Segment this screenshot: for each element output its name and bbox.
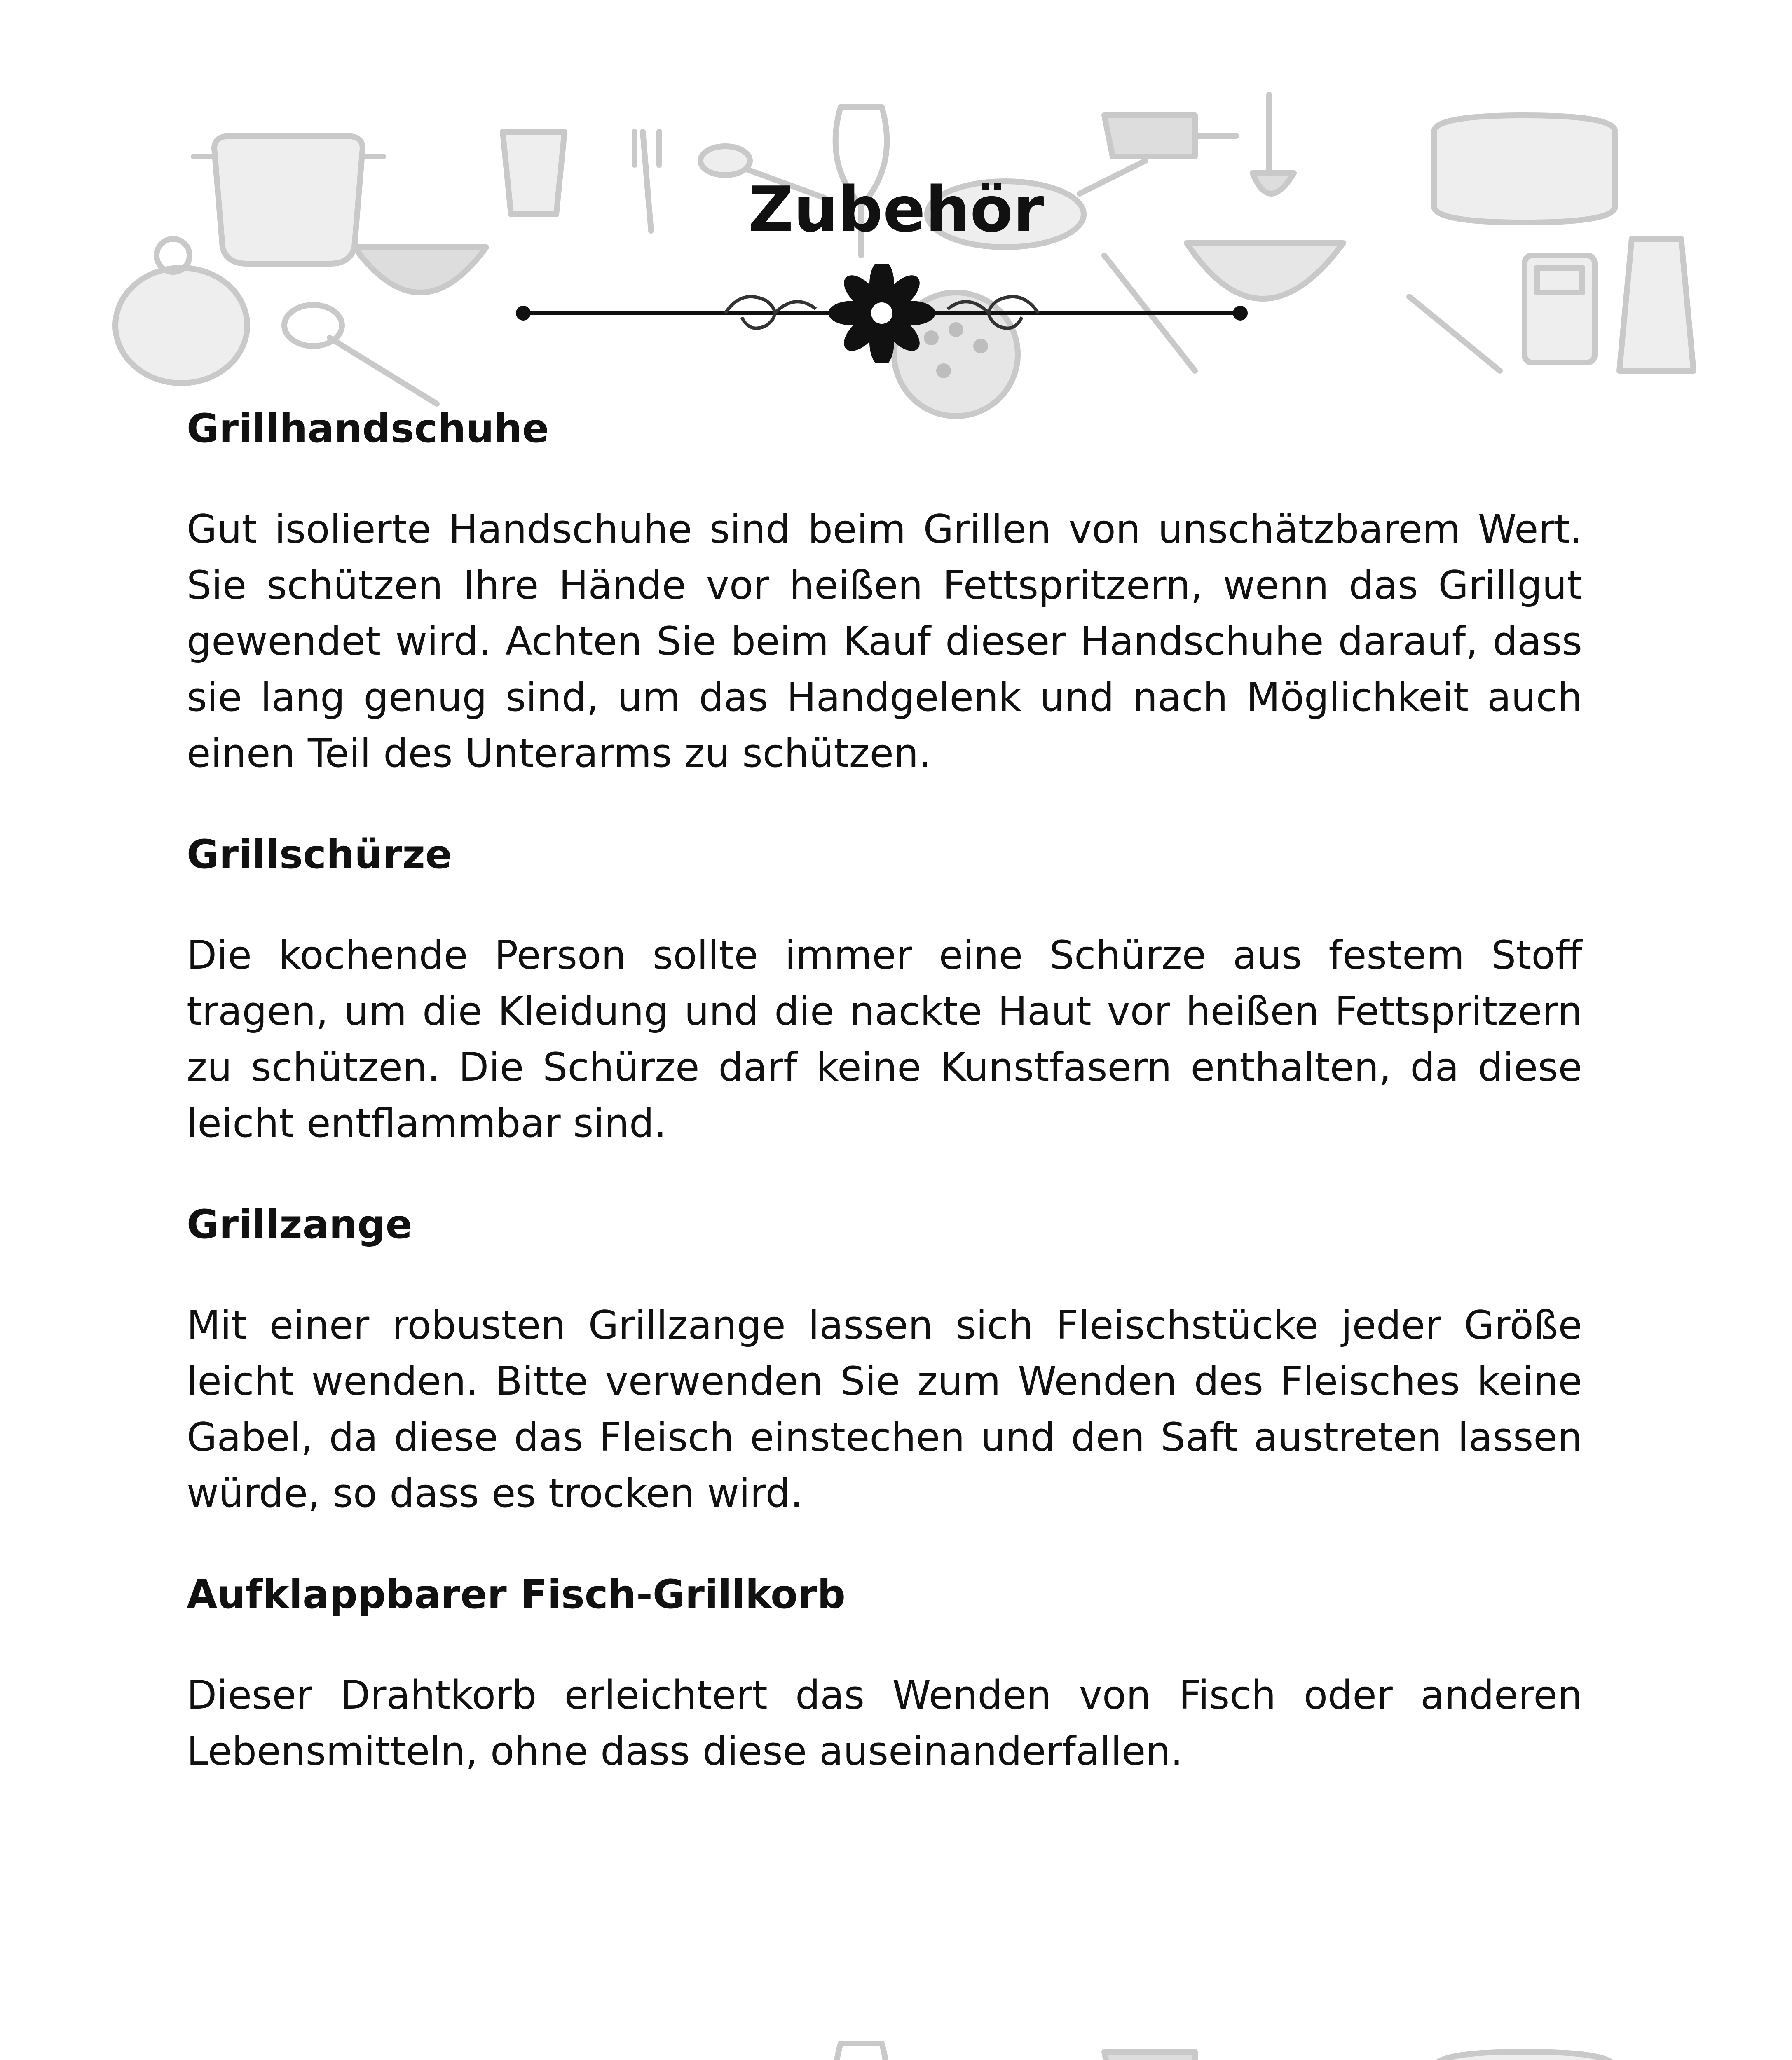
- section-text: Die kochende Person sollte immer eine Schürze aus festem Stoff tragen, um die Kleidung und die nackte Haut vor heißen Fettspritzern zu schützen. Die Schürze darf keine Kunstfasern enthalten, da diese leicht entflammbar sind.: [187, 933, 1582, 1146]
- mixing-bowl-icon: [354, 247, 486, 293]
- section-heading: Grillschürze: [187, 831, 452, 878]
- kitchen-scale-icon: [1525, 255, 1595, 363]
- content-area: [187, 402, 1582, 1826]
- section-grillschuerze: [187, 828, 1582, 1152]
- section-text: Mit einer robusten Grillzange lassen sich Fleischstücke jeder Größe leicht wenden. Bitte verwenden Sie zum Wenden des Fleisches keine Gabel, da diese das Fleisch einstechen und den Saft austreten lassen würde, so dass es trocken wird.: [187, 1303, 1582, 1516]
- grater-icon: [1619, 239, 1694, 371]
- springform-icon: [1434, 2052, 1615, 2060]
- page-title: Zubehör: [748, 173, 1044, 246]
- section-fisch-grillkorb: [187, 1568, 1582, 1779]
- section-grillhandschuhe: [187, 402, 1582, 782]
- rolling-pin-icon: [1409, 297, 1500, 371]
- meat-cleaver-icon: [1104, 115, 1236, 157]
- section-heading: Grillzange: [187, 1201, 412, 1248]
- section-text: Gut isolierte Handschuhe sind beim Grillen von unschätzbarem Wert. Sie schützen Ihre Hände vor heißen Fettspritzern, wenn das Grillgut gewendet wird. Achten Sie beim Kauf dieser Handschuhe darauf, dass sie lang genug sind, um das Handgelenk und nach Möglichkeit auch einen Teil des Unterarms zu schützen.: [187, 507, 1582, 776]
- section-heading: Aufklappbarer Fisch-Grillkorb: [187, 1571, 846, 1618]
- meat-cleaver-icon: [1104, 2052, 1236, 2060]
- skimmer-icon: [284, 305, 437, 404]
- whisk-icon: [836, 2044, 887, 2060]
- section-text: Dieser Drahtkorb erleichtert das Wenden von Fisch oder anderen Lebensmitteln, ohne dass diese auseinanderfallen.: [187, 1673, 1582, 1774]
- kitchen-utensils-illustration-bottom: [0, 2002, 1792, 2060]
- flower-divider-icon: [511, 264, 1253, 363]
- section-grillzange: [187, 1198, 1582, 1522]
- section-heading: Grillhandschuhe: [187, 405, 549, 452]
